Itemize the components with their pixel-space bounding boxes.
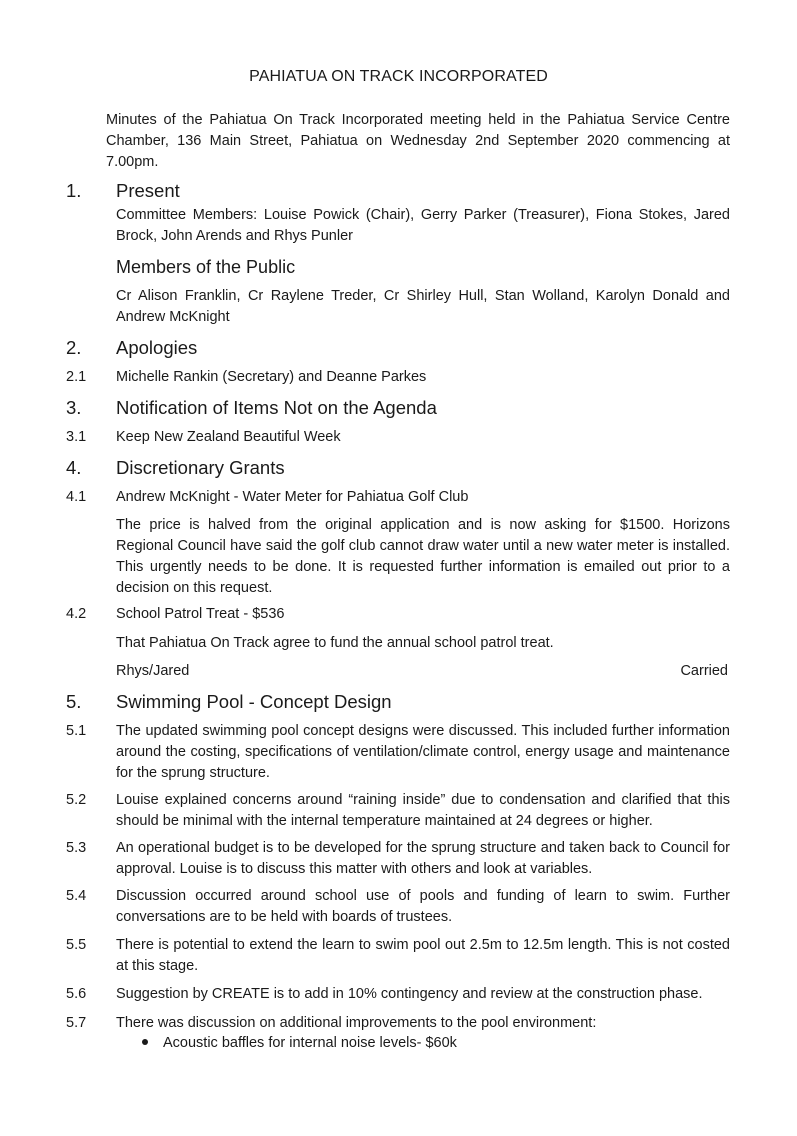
intro-paragraph: Minutes of the Pahiatua On Track Incorporated meeting held in the Pahiatua Service Centre Chamber, 136 Main Street, Pahiatua on Wednesday 2nd September 2020 commencing at 7.00pm. [106,112,730,170]
item-text: There is potential to extend the learn to swim pool out 2.5m to 12.5m length. This is not costed at this stage. [116,937,730,974]
members-of-public: Cr Alison Franklin, Cr Raylene Treder, Cr Shirley Hull, Stan Wolland, Karolyn Donald and Andrew McKnight [116,288,730,325]
section-title: Notification of Items Not on the Agenda [116,397,437,418]
item-text: Discussion occurred around school use of pools and funding of learn to swim. Further conversations are to be held with boards of trustees. [116,888,730,925]
item-number: 4.1 [66,489,87,505]
members-of-public-heading: Members of the Public [116,257,296,277]
grant-item-body: The price is halved from the original application and is now asking for $1500. Horizons Regional Council have said the golf club cannot draw water until a new water meter is installed. This urgently needs to be done. It is requested further information is emailed out prior to a decision on this request. [116,517,730,596]
committee-members: Committee Members: Louise Powick (Chair), Gerry Parker (Treasurer), Fiona Stokes, Jared Brock, John Arends and Rhys Punler [116,207,730,244]
item-text: An operational budget is to be developed for the sprung structure and taken back to Council for approval. Louise is to discuss this matter with others and look at variables. [116,840,730,877]
section-number: 4. [66,457,82,478]
item-text: Michelle Rankin (Secretary) and Deanne Parkes [116,369,427,385]
section-number: 5. [66,691,82,712]
item-text: Suggestion by CREATE is to add in 10% contingency and review at the construction phase. [116,986,703,1002]
moved-by: Rhys/Jared [116,663,190,679]
item-text: The updated swimming pool concept designs were discussed. This included further information around the costing, specifications of ventilation/climate control, energy usage and maintenance for the sprung structure. [116,723,730,781]
item-number: 2.1 [66,369,87,385]
item-number: 5.4 [66,888,87,904]
motion-result: Carried [680,663,728,679]
section-number: 3. [66,397,82,418]
item-text: There was discussion on additional improvements to the pool environment: [116,1015,597,1031]
item-number: 5.1 [66,723,87,739]
item-number: 3.1 [66,429,87,445]
item-text: Louise explained concerns around “raining inside” due to condensation and clarified that this should be minimal with the internal temperature maintained at 24 degrees or higher. [116,792,730,829]
item-number: 5.3 [66,840,87,856]
item-number: 4.2 [66,606,87,622]
item-number: 5.5 [66,937,87,953]
item-number: 5.2 [66,792,87,808]
document-title: PAHIATUA ON TRACK INCORPORATED [249,68,548,85]
item-text: School Patrol Treat - $536 [116,606,285,622]
item-text: Andrew McKnight - Water Meter for Pahiatua Golf Club [116,489,469,505]
item-text: Keep New Zealand Beautiful Week [116,429,341,445]
item-number: 5.7 [66,1015,87,1031]
section-title: Discretionary Grants [116,457,285,478]
bullet-text: Acoustic baffles for internal noise levels- $60k [163,1035,457,1051]
section-number: 1. [66,180,82,201]
bullet-item [142,1033,457,1054]
item-number: 5.6 [66,986,87,1002]
section-title: Swimming Pool - Concept Design [116,691,392,712]
grant-motion: That Pahiatua On Track agree to fund the annual school patrol treat. [116,635,554,651]
section-number: 2. [66,337,82,358]
bullet-icon [142,1039,148,1045]
section-title: Apologies [116,337,198,358]
section-title: Present [116,180,180,201]
